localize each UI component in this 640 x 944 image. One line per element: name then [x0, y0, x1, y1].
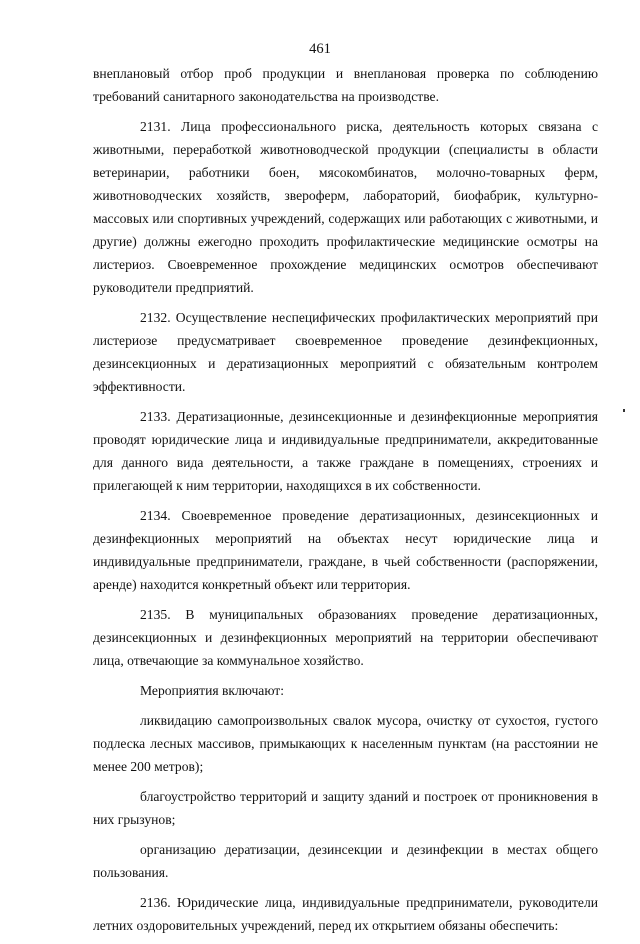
list-item-public-disinfection: организацию дератизации, дезинсекции и дезинфекции в местах общего пользования.: [93, 842, 598, 880]
paragraph-continuation: внеплановый отбор проб продукции и внеплановая проверка по соблюдению требований санитарного законодательства на производстве.: [93, 66, 598, 104]
scan-speck: [623, 409, 625, 412]
page-number: 461: [309, 41, 331, 57]
paragraph-2132: 2132. Осуществление неспецифических профилактических мероприятий при листериозе предусматривает своевременное проведение дезинфекционных, дезинсекционных и дератизационных мероприятий с обязательным контролем эффективности.: [93, 310, 598, 394]
paragraph-2131: 2131. Лица профессионального риска, деятельность которых связана с животными, переработкой животноводческой продукции (специалисты в области ветеринарии, работники боен, мясокомбинатов, молочно-товарных ферм, животноводческих хозяйств, звероферм, лабораторий, биофабрик, культурно-массовых или спортивных учреждений, содержащих или работающих с животными, и другие) должны ежегодно проходить профилактические медицинские осмотры на листериоз. Своевременное прохождение медицинских осмотров обеспечивают руководители предприятий.: [93, 119, 598, 295]
paragraph-2134: 2134. Своевременное проведение дератизационных, дезинсекционных и дезинфекционных мероприятий на объектах несут юридические лица и индивидуальные предприниматели, граждане, в чьей собственности (распоряжении, аренде) находится конкретный объект или территория.: [93, 508, 598, 592]
document-body: [93, 62, 598, 944]
list-item-waste-clearing: ликвидацию самопроизвольных свалок мусора, очистку от сухостоя, густого подлеска лесных массивов, примыкающих к населенным пунктам (на расстоянии не менее 200 метров);: [93, 713, 598, 774]
paragraph-2136: 2136. Юридические лица, индивидуальные предприниматели, руководители летних оздоровительных учреждений, перед их открытием обязаны обеспечить:: [93, 895, 598, 933]
list-item-rodent-protection: благоустройство территорий и защиту зданий и построек от проникновения в них грызунов;: [93, 789, 598, 827]
paragraph-2133: 2133. Дератизационные, дезинсекционные и дезинфекционные мероприятия проводят юридические лица и индивидуальные предприниматели, аккредитованные для данного вида деятельности, а также граждане в помещениях, строениях и прилегающей к ним территории, находящихся в их собственности.: [93, 409, 598, 493]
paragraph-measures-intro: Мероприятия включают:: [140, 683, 285, 698]
paragraph-2135: 2135. В муниципальных образованиях проведение дератизационных, дезинсекционных и дезинфекционных мероприятий на территории обеспечивают лица, отвечающие за коммунальное хозяйство.: [93, 607, 598, 668]
